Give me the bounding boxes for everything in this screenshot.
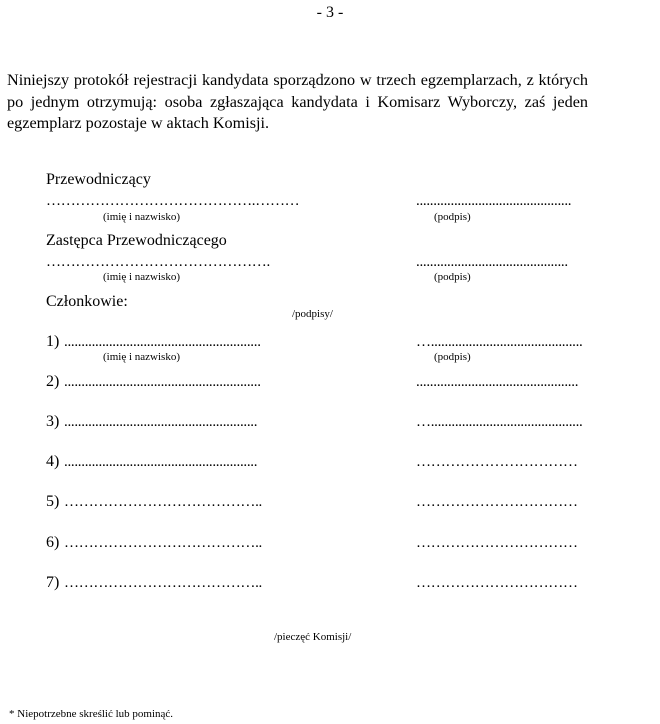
- member-name-line: .........................................................: [64, 334, 261, 350]
- chairman-signature-line: .............................................: [416, 193, 572, 209]
- chairman-label: Przewodniczący: [46, 171, 151, 188]
- member-number: 7): [46, 574, 60, 591]
- member-name-line: .........................................................: [64, 374, 261, 390]
- member-name-line: …………………………………..: [64, 535, 263, 551]
- member-name-line: ........................................................: [64, 454, 258, 470]
- member-name-line: …………………………………..: [64, 575, 263, 591]
- deputy-name-line: ……………………………………….: [46, 254, 270, 270]
- protocol-paragraph: [7, 70, 588, 135]
- deputy-signature-line: ............................................: [416, 254, 568, 270]
- member-number: 6): [46, 534, 60, 551]
- member-signature-line: ...............................................: [416, 374, 579, 390]
- deputy-name-caption: (imię i nazwisko): [103, 271, 180, 283]
- chairman-signature-caption: (podpis): [434, 211, 471, 223]
- member-number: 3): [46, 413, 60, 430]
- commission-stamp-caption: /pieczęć Komisji/: [274, 631, 352, 643]
- footnote: * Niepotrzebne skreślić lub pominąć.: [9, 708, 174, 720]
- member-name-line: …………………………………..: [64, 494, 263, 510]
- member-number: 1): [46, 333, 60, 350]
- member-name-caption: (imię i nazwisko): [103, 351, 180, 363]
- member-number: 2): [46, 373, 60, 390]
- member-signature-line: …............................................: [416, 334, 583, 350]
- member-signature-caption: (podpis): [434, 351, 471, 363]
- member-signature-line: ……………………………: [416, 454, 578, 470]
- chairman-name-caption: (imię i nazwisko): [103, 211, 180, 223]
- signatures-caption: /podpisy/: [292, 308, 333, 320]
- chairman-name-line: …………………………………….………: [46, 193, 300, 209]
- deputy-label: Zastępca Przewodniczącego: [46, 232, 227, 249]
- member-signature-line: ……………………………: [416, 494, 578, 510]
- deputy-signature-caption: (podpis): [434, 271, 471, 283]
- member-name-line: ........................................................: [64, 414, 258, 430]
- paragraph-line: Niniejszy protokół rejestracji kandydata sporządzono w trzech egzemplarzach, z których: [7, 71, 588, 89]
- paragraph-line: egzemplarz pozostaje w aktach Komisji.: [7, 114, 270, 132]
- page-number: - 3 -: [316, 4, 344, 21]
- member-number: 4): [46, 453, 60, 470]
- member-number: 5): [46, 493, 60, 510]
- paragraph-line: po jednym otrzymują: osoba zgłaszająca kandydata i Komisarz Wyborczy, zaś jeden: [7, 92, 588, 111]
- members-label: Członkowie:: [46, 293, 128, 310]
- member-signature-line: …............................................: [416, 414, 583, 430]
- member-signature-line: ……………………………: [416, 575, 578, 591]
- member-signature-line: ……………………………: [416, 535, 578, 551]
